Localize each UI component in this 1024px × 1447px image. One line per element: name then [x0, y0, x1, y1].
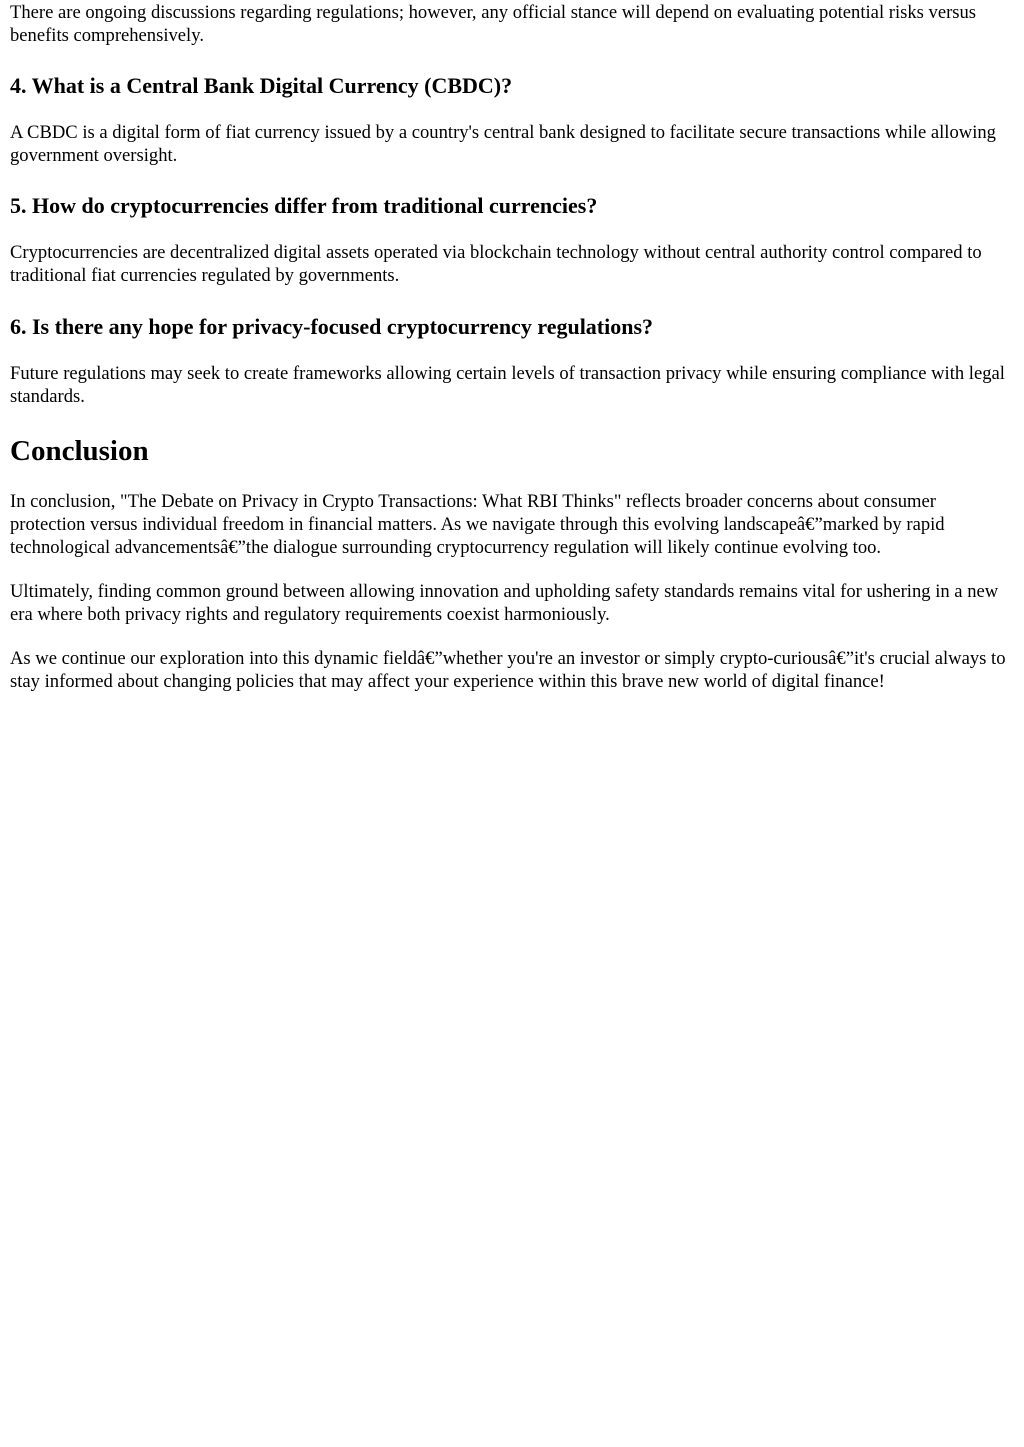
- faq-answer-6: Future regulations may seek to create frameworks allowing certain levels of transaction privacy while ensuring compliance with legal standards.: [10, 363, 1005, 407]
- faq-question-4: 4. What is a Central Bank Digital Currency (CBDC)?: [10, 73, 513, 98]
- conclusion-heading: Conclusion: [10, 435, 149, 467]
- conclusion-paragraph: As we continue our exploration into this dynamic fieldâ€”whether you're an investor or simply crypto-curiousâ€”it's crucial always to stay informed about changing policies that may affect your experience within this brave new world of digital finance!: [10, 648, 1006, 692]
- faq-answer-4: A CBDC is a digital form of fiat currency issued by a country's central bank designed to facilitate secure transactions while allowing government oversight.: [10, 122, 996, 166]
- faq-question-5: 5. How do cryptocurrencies differ from traditional currencies?: [10, 193, 598, 218]
- faq-answer-5: Cryptocurrencies are decentralized digital assets operated via blockchain technology without central authority control compared to traditional fiat currencies regulated by governments.: [10, 242, 982, 286]
- conclusion-paragraph: Ultimately, finding common ground between allowing innovation and upholding safety standards remains vital for ushering in a new era where both privacy rights and regulatory requirements coexist harmoniously.: [10, 581, 999, 625]
- faq-question-6: 6. Is there any hope for privacy-focused cryptocurrency regulations?: [10, 314, 654, 339]
- conclusion-paragraph: In conclusion, "The Debate on Privacy in Crypto Transactions: What RBI Thinks" reflects broader concerns about consumer protection versus individual freedom in financial matters. As we navigate through this evolving landscapeâ€”marked by rapid technological advancementsâ€”the dialogue surrounding cryptocurrency regulation will likely continue evolving too.: [10, 491, 945, 558]
- intro-paragraph: There are ongoing discussions regarding regulations; however, any official stance will depend on evaluating potential risks versus benefits comprehensively.: [10, 2, 977, 46]
- article-body: [0, 1, 1024, 693]
